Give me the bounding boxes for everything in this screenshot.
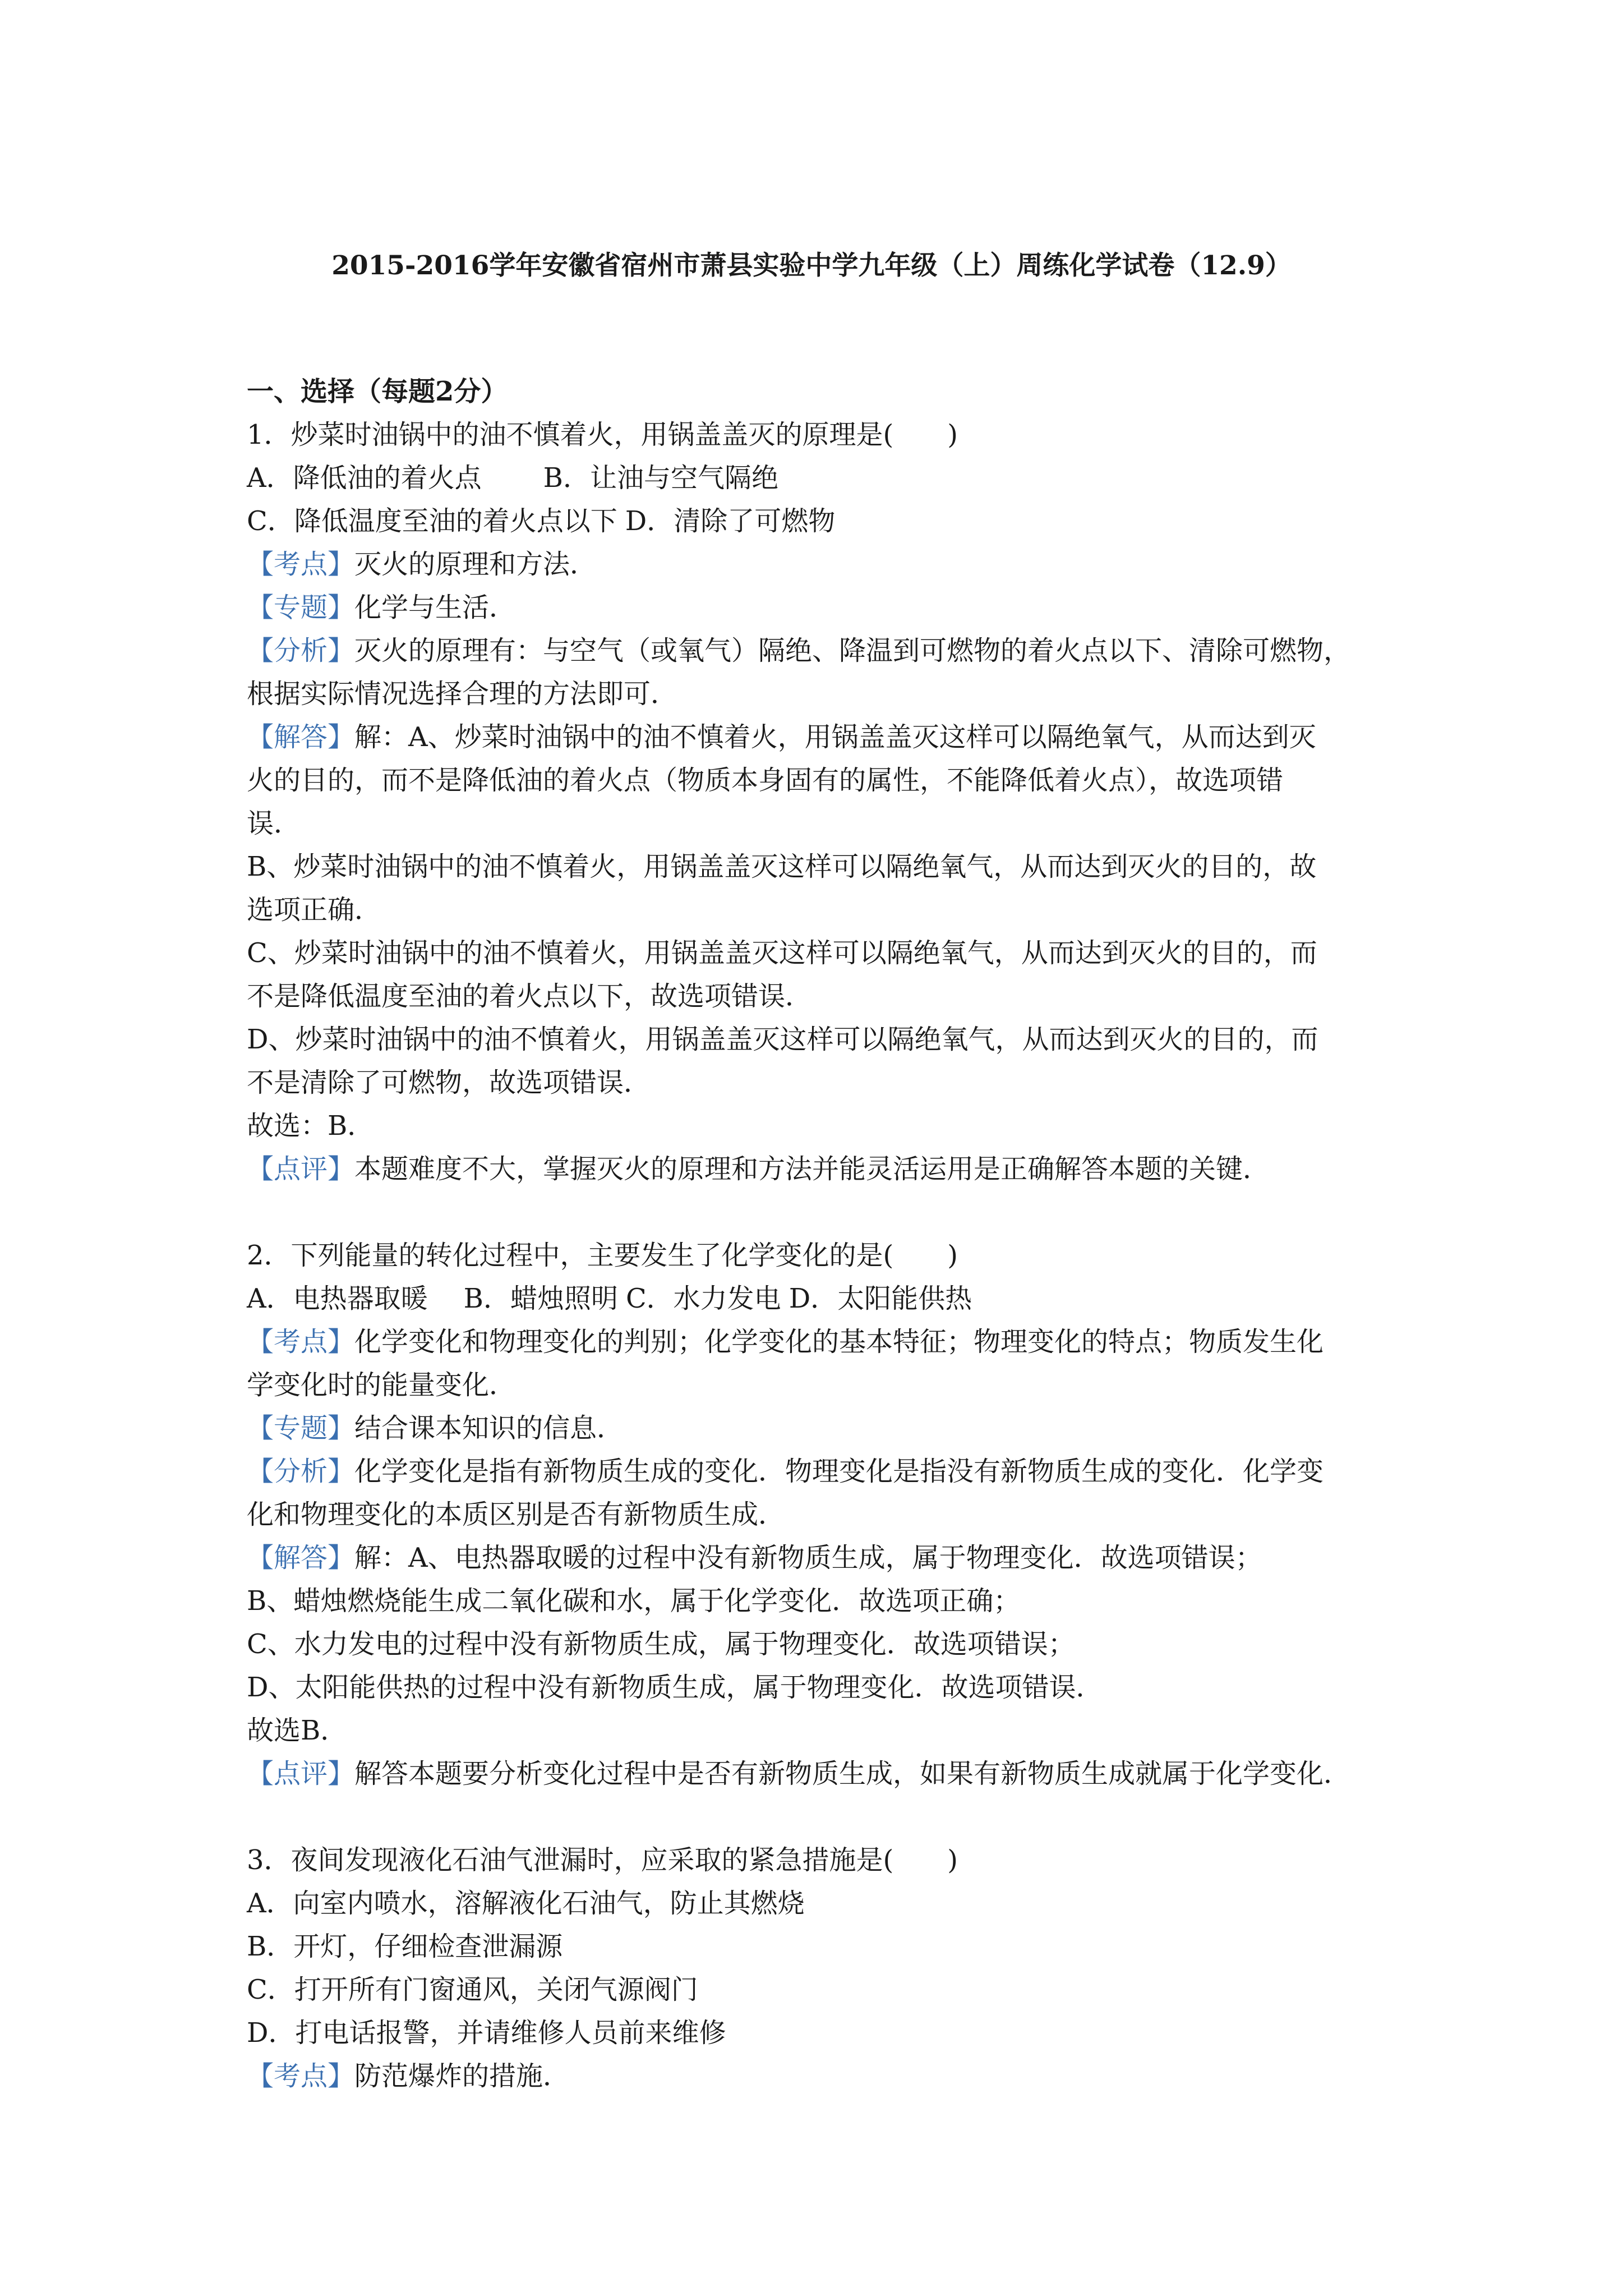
q2-zhuanti-text: 结合课本知识的信息． xyxy=(354,1412,624,1444)
document-body xyxy=(247,370,1396,2098)
q2-fenxi xyxy=(247,1450,1396,1493)
q2-kaodian-text-1: 化学变化和物理变化的判别；化学变化的基本特征；物理变化的特点；物质发生化 xyxy=(354,1326,1324,1358)
q1-fenxi-text-2: 根据实际情况选择合理的方法即可． xyxy=(247,678,678,710)
q3-option-a: A．向室内喷水，溶解液化石油气，防止其燃烧 xyxy=(247,1888,805,1919)
q2-kaodian-text-2: 学变化时的能量变化． xyxy=(247,1369,517,1401)
q2-stem: 2．下列能量的转化过程中，主要发生了化学变化的是( ) xyxy=(247,1240,958,1271)
q1-jieda-text-3: 误． xyxy=(247,808,301,839)
q1-b-text-1: B、炒菜时油锅中的油不慎着火，用锅盖盖灭这样可以隔绝氧气，从而达到灭火的目的，故 xyxy=(247,851,1317,882)
tag-kaodian: 【考点】 xyxy=(247,2060,355,2092)
q3-option-c: C．打开所有门窗通风，关闭气源阀门 xyxy=(247,1974,698,2005)
tag-kaodian: 【考点】 xyxy=(247,549,355,580)
q1-fenxi-text-1: 灭火的原理有：与空气（或氧气）隔绝、降温到可燃物的着火点以下、清除可燃物， xyxy=(354,635,1351,666)
q1-options-row-2 xyxy=(247,500,1396,543)
q1-option-b: B．让油与空气隔绝 xyxy=(543,462,778,494)
section-heading: 一、选择（每题2分） xyxy=(247,376,508,407)
q2-b-line: B、蜡烛燃烧能生成二氧化碳和水，属于化学变化．故选项正确； xyxy=(247,1585,1021,1617)
q2-kaodian xyxy=(247,1320,1396,1364)
q1-d-text-1: D、炒菜时油锅中的油不慎着火，用锅盖盖灭这样可以隔绝氧气，从而达到灭火的目的，而 xyxy=(247,1024,1318,1055)
q2-dianping xyxy=(247,1752,1396,1796)
q3-kaodian-text: 防范爆炸的措施． xyxy=(354,2060,570,2092)
q1-b-text-2: 选项正确． xyxy=(247,894,382,926)
q3-kaodian xyxy=(247,2055,1396,2098)
q1-fenxi xyxy=(247,629,1396,673)
q2-option-b: B．蜡烛照明 xyxy=(463,1283,618,1314)
q1-zhuanti-text: 化学与生活． xyxy=(354,592,517,623)
q2-fenxi-text-2: 化和物理变化的本质区别是否有新物质生成． xyxy=(247,1499,786,1530)
spacer xyxy=(247,1191,1396,1234)
q2-jieda xyxy=(247,1536,1396,1580)
tag-fenxi: 【分析】 xyxy=(247,1456,355,1487)
q2-fenxi-text-1: 化学变化是指有新物质生成的变化．物理变化是指没有新物质生成的变化．化学变 xyxy=(354,1456,1324,1487)
tag-dianping: 【点评】 xyxy=(247,1153,355,1185)
q2-zhuanti xyxy=(247,1407,1396,1450)
q1-zhuanti xyxy=(247,586,1396,629)
q1-kaodian xyxy=(247,543,1396,586)
q1-c-text-2: 不是降低温度至油的着火点以下，故选项错误． xyxy=(247,981,813,1012)
q1-d-text-2: 不是清除了可燃物，故选项错误． xyxy=(247,1067,651,1098)
tag-fenxi: 【分析】 xyxy=(247,635,355,666)
spacer xyxy=(247,1796,1396,1839)
q2-c-line: C、水力发电的过程中没有新物质生成，属于物理变化．故选项错误； xyxy=(247,1628,1075,1660)
q1-answer: 故选：B． xyxy=(247,1110,375,1142)
q2-dianping-text: 解答本题要分析变化过程中是否有新物质生成，如果有新物质生成就属于化学变化． xyxy=(354,1758,1351,1789)
q2-option-a: A．电热器取暖 xyxy=(247,1283,428,1314)
q1-jieda-text-2: 火的目的，而不是降低油的着火点（物质本身固有的属性，不能降低着火点），故选项错 xyxy=(247,765,1284,796)
tag-zhuanti: 【专题】 xyxy=(247,1412,355,1444)
q2-options-row xyxy=(247,1277,1396,1320)
q1-option-a: A．降低油的着火点 xyxy=(247,462,482,494)
q3-option-d: D．打电话报警，并请维修人员前来维修 xyxy=(247,2017,726,2049)
q1-kaodian-text: 灭火的原理和方法． xyxy=(354,549,597,580)
q1-option-d: D．清除了可燃物 xyxy=(625,505,836,537)
q3-stem: 3．夜间发现液化石油气泄漏时，应采取的紧急措施是( ) xyxy=(247,1844,958,1876)
q1-dianping xyxy=(247,1148,1396,1191)
q2-d-line: D、太阳能供热的过程中没有新物质生成，属于物理变化．故选项错误． xyxy=(247,1672,1103,1703)
tag-dianping: 【点评】 xyxy=(247,1758,355,1789)
tag-jieda: 【解答】 xyxy=(247,721,355,753)
q2-answer: 故选B． xyxy=(247,1715,348,1746)
q1-option-c: C．降低温度至油的着火点以下 xyxy=(247,505,617,537)
q1-jieda-text-1: 解：A、炒菜时油锅中的油不慎着火，用锅盖盖灭这样可以隔绝氧气，从而达到灭 xyxy=(354,721,1316,753)
q1-options-row-1 xyxy=(247,457,1396,500)
q2-option-d: D．太阳能供热 xyxy=(789,1283,972,1314)
q1-c-text-1: C、炒菜时油锅中的油不慎着火，用锅盖盖灭这样可以隔绝氧气，从而达到灭火的目的，而 xyxy=(247,937,1317,969)
q1-jieda xyxy=(247,716,1396,759)
q2-option-c: C．水力发电 xyxy=(625,1283,781,1314)
page-title: 2015-2016学年安徽省宿州市萧县实验中学九年级（上）周练化学试卷（12.9） xyxy=(331,250,1292,281)
q2-jieda-text-1: 解：A、电热器取暖的过程中没有新物质生成，属于物理变化．故选项错误； xyxy=(354,1542,1262,1573)
tag-kaodian: 【考点】 xyxy=(247,1326,355,1358)
q3-option-b: B．开灯，仔细检查泄漏源 xyxy=(247,1931,563,1962)
tag-jieda: 【解答】 xyxy=(247,1542,355,1573)
tag-zhuanti: 【专题】 xyxy=(247,592,355,623)
q1-dianping-text: 本题难度不大，掌握灭火的原理和方法并能灵活运用是正确解答本题的关键． xyxy=(354,1153,1270,1185)
q1-stem: 1．炒菜时油锅中的油不慎着火，用锅盖盖灭的原理是( ) xyxy=(247,419,958,450)
